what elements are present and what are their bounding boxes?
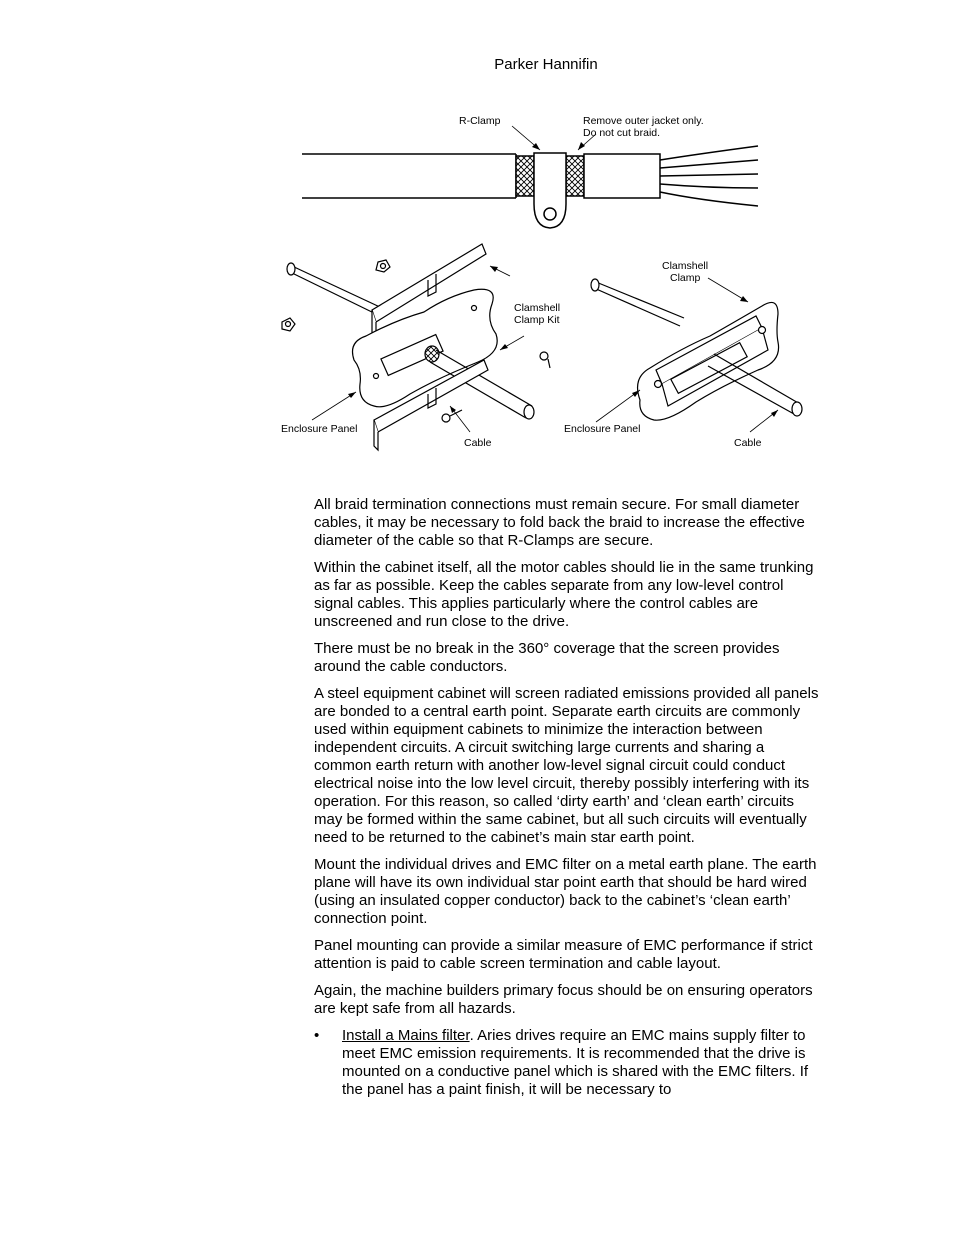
- page-header: Parker Hannifin: [494, 56, 598, 73]
- paragraph-screen-coverage: There must be no break in the 360° coverage that the screen provides around the cable conductors.: [314, 640, 780, 675]
- paragraph-braid-termination: All braid termination connections must remain secure. For small diameter cables, it may be necessary to fold back the braid to increase the effective diameter of the cable so that R-Clamps are secure.: [314, 496, 805, 549]
- label-clamshell-kit-2: Clamp Kit: [514, 314, 560, 326]
- label-clamshell-clamp-2: Clamp: [670, 272, 701, 284]
- paragraph-safety-focus: Again, the machine builders primary focus should be on ensuring operators are kept safe from all hazards.: [314, 982, 813, 1017]
- paragraph-earth-plane: Mount the individual drives and EMC filter on a metal earth plane. The earth plane will have its own individual star point earth that should be hard wired (using an insulated copper conductor) back to the cabinet’s ‘clean earth’ connection point.: [314, 856, 817, 927]
- label-cable-right: Cable: [734, 437, 762, 449]
- label-enclosure-panel-left: Enclosure Panel: [281, 423, 358, 435]
- paragraph-cabinet-trunking: Within the cabinet itself, all the motor cables should lie in the same trunking as far as possible. Keep the cables separate from any low-level control signal cables. This applies particularly where the control cables are unscreened and run close to the drive.: [314, 559, 814, 630]
- mains-filter-heading: Install a Mains filter: [342, 1027, 470, 1044]
- body-text: [314, 496, 819, 1108]
- label-enclosure-panel-right: Enclosure Panel: [564, 423, 641, 435]
- paragraph-steel-cabinet: A steel equipment cabinet will screen radiated emissions provided all panels are bonded to a central earth point. Separate earth circuits are commonly used within equipment cabinets to minimize the interaction between independent circuits. A circuit switching large currents and sharing a common earth return with another low-level signal circuit could conduct electrical noise into the low level circuit, thereby possibly interfering with its operation. For this reason, so called ‘dirty earth’ and ‘clean earth’ circuits may be formed within the same cabinet, but all such circuits will eventually need to be returned to the cabinet’s main star earth point.: [314, 685, 819, 846]
- label-clamshell-kit-1: Clamshell: [514, 302, 561, 314]
- clamshell-exploded-drawing: [282, 244, 550, 450]
- label-remove-line2: Do not cut braid.: [583, 127, 661, 139]
- mains-filter-text: . Aries drives require an EMC mains supply filter to meet EMC emission requirements. It is recommended that the drive is mounted on a conductive panel which is shared with the EMC filters. If the panel has a paint finish, it will be necessary to: [342, 1027, 809, 1098]
- r-clamp-cable-drawing: [302, 126, 758, 228]
- paragraph-panel-mounting: Panel mounting can provide a similar measure of EMC performance if strict attention is paid to cable screen termination and cable layout.: [314, 937, 813, 972]
- cable-clamp-figure: [278, 110, 804, 456]
- label-cable-left: Cable: [464, 437, 492, 449]
- label-clamshell-clamp-1: Clamshell: [662, 260, 709, 272]
- label-r-clamp: R-Clamp: [459, 115, 501, 127]
- clamshell-assembled-drawing: [591, 278, 802, 432]
- label-remove-line1: Remove outer jacket only.: [583, 115, 704, 127]
- bullet-marker: •: [314, 1027, 320, 1044]
- bullet-mains-filter: [314, 1027, 819, 1099]
